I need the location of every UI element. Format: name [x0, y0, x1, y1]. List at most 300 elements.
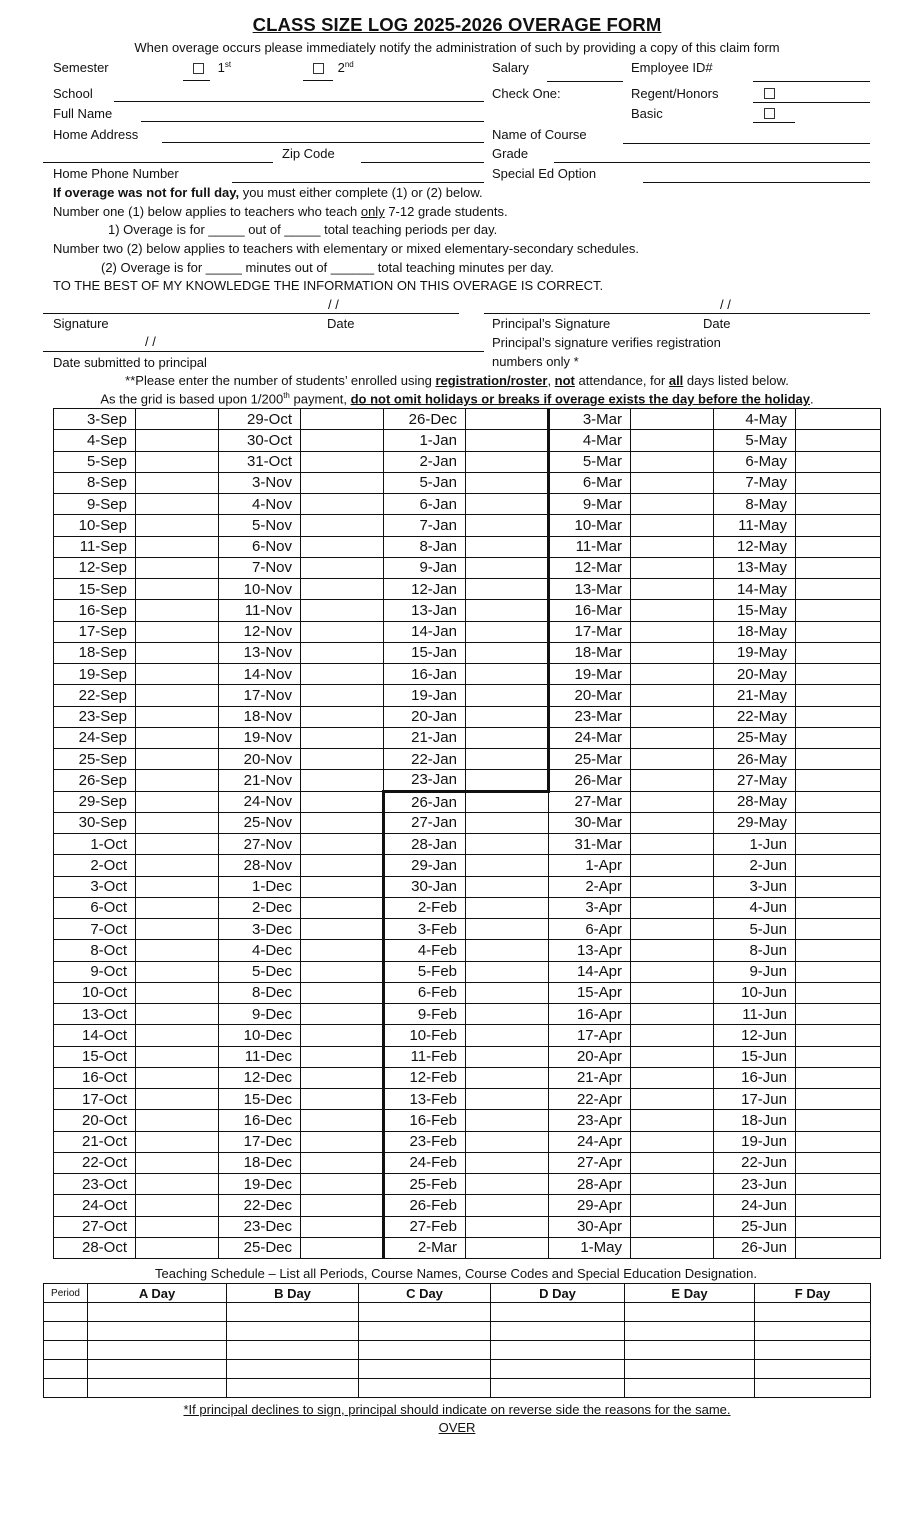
enrollment-entry-cell[interactable] [301, 409, 384, 430]
enrollment-entry-cell[interactable] [796, 557, 881, 578]
enrollment-entry-cell[interactable] [466, 855, 549, 876]
schedule-cell[interactable] [88, 1341, 227, 1360]
enrollment-entry-cell[interactable] [301, 982, 384, 1003]
enrollment-entry-cell[interactable] [796, 919, 881, 940]
enrollment-entry-cell[interactable] [466, 600, 549, 621]
enrollment-entry-cell[interactable] [466, 1174, 549, 1195]
date-cell: 23-Feb [384, 1131, 466, 1152]
period-cell[interactable] [44, 1322, 88, 1341]
semester-1st-label: 1 [217, 60, 225, 76]
enrollment-entry-cell[interactable] [796, 706, 881, 727]
enrollment-entry-cell[interactable] [136, 812, 219, 833]
enrollment-entry-cell[interactable] [796, 1131, 881, 1152]
date-cell: 22-Oct [54, 1152, 136, 1173]
schedule-cell[interactable] [359, 1360, 491, 1379]
date-submitted-field[interactable] [43, 351, 484, 352]
date-cell: 7-Nov [219, 557, 301, 578]
schedule-row [44, 1379, 871, 1398]
enrollment-entry-cell[interactable] [466, 940, 549, 961]
enrollment-entry-cell[interactable] [796, 1025, 881, 1046]
schedule-cell[interactable] [359, 1341, 491, 1360]
enrollment-entry-cell[interactable] [631, 1004, 714, 1025]
enrollment-entry-cell[interactable] [466, 812, 549, 833]
enrollment-entry-cell[interactable] [301, 472, 384, 493]
schedule-cell[interactable] [227, 1341, 359, 1360]
enrollment-entry-cell[interactable] [136, 1152, 219, 1173]
enrollment-entry-cell[interactable] [466, 1195, 549, 1216]
schedule-cell[interactable] [755, 1341, 871, 1360]
enrollment-entry-cell[interactable] [466, 897, 549, 918]
enrollment-entry-cell[interactable] [466, 1046, 549, 1067]
enrollment-entry-cell[interactable] [796, 1237, 881, 1258]
enrollment-entry-cell[interactable] [136, 621, 219, 642]
enrollment-entry-cell[interactable] [796, 1067, 881, 1088]
enrollment-entry-cell[interactable] [136, 472, 219, 493]
special-ed-field[interactable] [643, 182, 870, 183]
enrollment-entry-cell[interactable] [631, 961, 714, 982]
schedule-cell[interactable] [625, 1341, 755, 1360]
enrollment-entry-cell[interactable] [136, 897, 219, 918]
enrollment-entry-cell[interactable] [466, 494, 549, 515]
enrollment-entry-cell[interactable] [136, 961, 219, 982]
enrollment-entry-cell[interactable] [301, 1046, 384, 1067]
period-cell[interactable] [44, 1379, 88, 1398]
semester-2nd-checkbox[interactable] [313, 63, 324, 74]
schedule-cell[interactable] [88, 1303, 227, 1322]
enrollment-entry-cell[interactable] [301, 876, 384, 897]
schedule-cell[interactable] [88, 1379, 227, 1398]
schedule-cell[interactable] [359, 1322, 491, 1341]
principal-signature-field[interactable] [484, 313, 870, 314]
enrollment-entry-cell[interactable] [466, 1004, 549, 1025]
enrollment-entry-cell[interactable] [301, 1174, 384, 1195]
enrollment-entry-cell[interactable] [466, 557, 549, 578]
schedule-cell[interactable] [88, 1360, 227, 1379]
enrollment-entry-cell[interactable] [796, 727, 881, 748]
home-address-field-2[interactable] [43, 162, 273, 163]
semester-1st-line [183, 80, 210, 81]
schedule-cell[interactable] [491, 1303, 625, 1322]
enrollment-entry-cell[interactable] [466, 727, 549, 748]
enrollment-entry-cell[interactable] [631, 706, 714, 727]
date-cell: 25-Dec [219, 1237, 301, 1258]
enrollment-entry-cell[interactable] [796, 770, 881, 791]
enrollment-entry-cell[interactable] [136, 409, 219, 430]
home-address-field[interactable] [162, 142, 484, 143]
enrollment-entry-cell[interactable] [136, 600, 219, 621]
full-name-field[interactable] [141, 121, 484, 122]
date-cell: 11-Nov [219, 600, 301, 621]
enrollment-entry-cell[interactable] [631, 855, 714, 876]
enrollment-entry-cell[interactable] [631, 1237, 714, 1258]
enrollment-entry-cell[interactable] [796, 430, 881, 451]
enrollment-entry-cell[interactable] [466, 1237, 549, 1258]
enrollment-entry-cell[interactable] [631, 451, 714, 472]
enrollment-entry-cell[interactable] [136, 642, 219, 663]
date-cell: 24-Mar [549, 727, 631, 748]
enrollment-entry-cell[interactable] [136, 919, 219, 940]
enrollment-entry-cell[interactable] [796, 579, 881, 600]
enrollment-entry-cell[interactable] [631, 876, 714, 897]
date-grid-row [54, 1216, 881, 1237]
enrollment-entry-cell[interactable] [301, 897, 384, 918]
enrollment-entry-cell[interactable] [136, 579, 219, 600]
enrollment-entry-cell[interactable] [301, 706, 384, 727]
enrollment-entry-cell[interactable] [631, 1046, 714, 1067]
semester-2nd-label: 2 [337, 60, 345, 76]
enrollment-entry-cell[interactable] [466, 706, 549, 727]
enrollment-entry-cell[interactable] [631, 621, 714, 642]
enrollment-entry-cell[interactable] [466, 749, 549, 770]
enrollment-entry-cell[interactable] [136, 982, 219, 1003]
enrollment-entry-cell[interactable] [301, 749, 384, 770]
enrollment-entry-cell[interactable] [796, 1046, 881, 1067]
schedule-cell[interactable] [88, 1322, 227, 1341]
enrollment-entry-cell[interactable] [301, 600, 384, 621]
enrollment-entry-cell[interactable] [301, 621, 384, 642]
enrollment-entry-cell[interactable] [631, 940, 714, 961]
enrollment-entry-cell[interactable] [301, 536, 384, 557]
basic-checkbox[interactable] [764, 108, 775, 119]
date-cell: 12-Mar [549, 557, 631, 578]
enrollment-entry-cell[interactable] [796, 451, 881, 472]
schedule-cell[interactable] [491, 1360, 625, 1379]
enrollment-entry-cell[interactable] [796, 749, 881, 770]
enrollment-entry-cell[interactable] [466, 982, 549, 1003]
enrollment-entry-cell[interactable] [136, 727, 219, 748]
schedule-cell[interactable] [625, 1379, 755, 1398]
period-cell[interactable] [44, 1341, 88, 1360]
enrollment-entry-cell[interactable] [301, 1004, 384, 1025]
enrollment-entry-cell[interactable] [796, 812, 881, 833]
semester-2nd-option[interactable] [313, 60, 354, 75]
date-cell: 8-Dec [219, 982, 301, 1003]
enrollment-entry-cell[interactable] [796, 685, 881, 706]
enrollment-entry-cell[interactable] [796, 1004, 881, 1025]
enrollment-entry-cell[interactable] [466, 472, 549, 493]
enrollment-entry-cell[interactable] [631, 685, 714, 706]
enrollment-entry-cell[interactable] [301, 1110, 384, 1131]
enrollment-entry-cell[interactable] [136, 685, 219, 706]
enrollment-entry-cell[interactable] [796, 1216, 881, 1237]
enrollment-entry-cell[interactable] [631, 579, 714, 600]
enrollment-entry-cell[interactable] [466, 1110, 549, 1131]
enrollment-entry-cell[interactable] [466, 1089, 549, 1110]
date-cell: 23-Sep [54, 706, 136, 727]
enrollment-entry-cell[interactable] [301, 557, 384, 578]
enrollment-entry-cell[interactable] [301, 664, 384, 685]
date-grid-row [54, 1131, 881, 1152]
enrollment-entry-cell[interactable] [466, 579, 549, 600]
zip-code-field[interactable] [361, 162, 484, 163]
enrollment-entry-cell[interactable] [796, 940, 881, 961]
enrollment-entry-cell[interactable] [796, 642, 881, 663]
enrollment-entry-cell[interactable] [136, 1237, 219, 1258]
enrollment-entry-cell[interactable] [631, 834, 714, 855]
enrollment-entry-cell[interactable] [301, 855, 384, 876]
enrollment-entry-cell[interactable] [796, 600, 881, 621]
full-name-label: Full Name [53, 106, 113, 121]
enrollment-entry-cell[interactable] [631, 472, 714, 493]
enrollment-entry-cell[interactable] [466, 536, 549, 557]
signature-field[interactable] [43, 313, 459, 314]
enrollment-entry-cell[interactable] [136, 1131, 219, 1152]
enrollment-entry-cell[interactable] [136, 1089, 219, 1110]
enrollment-entry-cell[interactable] [796, 961, 881, 982]
enrollment-entry-cell[interactable] [136, 515, 219, 536]
date-grid-row [54, 897, 881, 918]
enrollment-entry-cell[interactable] [301, 1067, 384, 1088]
enrollment-entry-cell[interactable] [631, 1110, 714, 1131]
enrollment-entry-cell[interactable] [136, 749, 219, 770]
semester-1st-checkbox[interactable] [193, 63, 204, 74]
enrollment-entry-cell[interactable] [466, 621, 549, 642]
enrollment-entry-cell[interactable] [136, 1174, 219, 1195]
name-of-course-field[interactable] [623, 143, 870, 144]
school-field[interactable] [114, 101, 484, 102]
enrollment-entry-cell[interactable] [136, 1195, 219, 1216]
enrollment-entry-cell[interactable] [301, 642, 384, 663]
enrollment-entry-cell[interactable] [301, 451, 384, 472]
enrollment-note-registration: registration/roster [435, 373, 548, 388]
enrollment-entry-cell[interactable] [796, 876, 881, 897]
employee-id-field[interactable] [753, 81, 870, 82]
enrollment-entry-cell[interactable] [136, 855, 219, 876]
enrollment-entry-cell[interactable] [631, 1025, 714, 1046]
enrollment-entry-cell[interactable] [136, 1110, 219, 1131]
period-cell[interactable] [44, 1303, 88, 1322]
enrollment-entry-cell[interactable] [301, 940, 384, 961]
enrollment-entry-cell[interactable] [301, 727, 384, 748]
enrollment-entry-cell[interactable] [466, 642, 549, 663]
enrollment-entry-cell[interactable] [631, 791, 714, 812]
enrollment-entry-cell[interactable] [136, 557, 219, 578]
schedule-cell[interactable] [755, 1360, 871, 1379]
enrollment-entry-cell[interactable] [466, 451, 549, 472]
date-cell: 14-Nov [219, 664, 301, 685]
date-cell: 9-Jan [384, 557, 466, 578]
enrollment-entry-cell[interactable] [466, 430, 549, 451]
enrollment-entry-cell[interactable] [466, 770, 549, 791]
enrollment-entry-cell[interactable] [301, 1089, 384, 1110]
enrollment-entry-cell[interactable] [301, 1216, 384, 1237]
enrollment-entry-cell[interactable] [631, 919, 714, 940]
schedule-cell[interactable] [491, 1341, 625, 1360]
date-cell: 22-May [714, 706, 796, 727]
schedule-cell[interactable] [625, 1303, 755, 1322]
enrollment-entry-cell[interactable] [301, 430, 384, 451]
enrollment-entry-cell[interactable] [466, 876, 549, 897]
enrollment-entry-cell[interactable] [796, 1152, 881, 1173]
enrollment-entry-cell[interactable] [136, 1067, 219, 1088]
enrollment-entry-cell[interactable] [136, 664, 219, 685]
enrollment-entry-cell[interactable] [631, 642, 714, 663]
enrollment-entry-cell[interactable] [631, 812, 714, 833]
schedule-cell[interactable] [755, 1303, 871, 1322]
enrollment-entry-cell[interactable] [796, 409, 881, 430]
enrollment-entry-cell[interactable] [301, 791, 384, 812]
enrollment-entry-cell[interactable] [631, 430, 714, 451]
salary-field[interactable] [547, 81, 623, 82]
date-cell: 8-May [714, 494, 796, 515]
enrollment-entry-cell[interactable] [631, 727, 714, 748]
enrollment-entry-cell[interactable] [796, 834, 881, 855]
enrollment-entry-cell[interactable] [301, 961, 384, 982]
enrollment-entry-cell[interactable] [301, 919, 384, 940]
enrollment-entry-cell[interactable] [136, 1216, 219, 1237]
enrollment-entry-cell[interactable] [796, 982, 881, 1003]
enrollment-entry-cell[interactable] [301, 812, 384, 833]
enrollment-entry-cell[interactable] [796, 621, 881, 642]
enrollment-entry-cell[interactable] [796, 1195, 881, 1216]
date-cell: 8-Sep [54, 472, 136, 493]
date-cell: 13-May [714, 557, 796, 578]
enrollment-entry-cell[interactable] [301, 834, 384, 855]
enrollment-entry-cell[interactable] [631, 897, 714, 918]
enrollment-entry-cell[interactable] [796, 494, 881, 515]
schedule-cell[interactable] [227, 1379, 359, 1398]
enrollment-entry-cell[interactable] [466, 409, 549, 430]
enrollment-entry-cell[interactable] [796, 897, 881, 918]
overage-periods-line[interactable]: 1) Overage is for _____ out of _____ total teaching periods per day. [108, 222, 498, 237]
enrollment-entry-cell[interactable] [136, 876, 219, 897]
enrollment-entry-cell[interactable] [631, 409, 714, 430]
enrollment-entry-cell[interactable] [136, 494, 219, 515]
enrollment-entry-cell[interactable] [301, 1025, 384, 1046]
enrollment-entry-cell[interactable] [796, 536, 881, 557]
schedule-cell[interactable] [491, 1322, 625, 1341]
date-cell: 10-Oct [54, 982, 136, 1003]
date-cell: 3-Oct [54, 876, 136, 897]
enrollment-entry-cell[interactable] [631, 749, 714, 770]
schedule-cell[interactable] [227, 1303, 359, 1322]
enrollment-entry-cell[interactable] [796, 515, 881, 536]
enrollment-entry-cell[interactable] [136, 770, 219, 791]
schedule-cell[interactable] [625, 1360, 755, 1379]
enrollment-entry-cell[interactable] [301, 1237, 384, 1258]
enrollment-entry-cell[interactable] [136, 1025, 219, 1046]
schedule-cell[interactable] [491, 1379, 625, 1398]
date-cell: 11-Sep [54, 536, 136, 557]
enrollment-entry-cell[interactable] [631, 1216, 714, 1237]
day-header: A Day [88, 1284, 227, 1303]
enrollment-entry-cell[interactable] [136, 430, 219, 451]
enrollment-entry-cell[interactable] [796, 1174, 881, 1195]
enrollment-entry-cell[interactable] [466, 664, 549, 685]
date-cell: 12-Jan [384, 579, 466, 600]
date-cell: 2-Dec [219, 897, 301, 918]
schedule-cell[interactable] [359, 1303, 491, 1322]
enrollment-entry-cell[interactable] [631, 557, 714, 578]
enrollment-entry-cell[interactable] [631, 600, 714, 621]
schedule-cell[interactable] [625, 1322, 755, 1341]
date-cell: 19-Jun [714, 1131, 796, 1152]
date-cell: 27-Oct [54, 1216, 136, 1237]
enrollment-entry-cell[interactable] [136, 1004, 219, 1025]
date-cell: 23-Oct [54, 1174, 136, 1195]
enrollment-entry-cell[interactable] [631, 1152, 714, 1173]
enrollment-entry-cell[interactable] [796, 472, 881, 493]
enrollment-entry-cell[interactable] [301, 1131, 384, 1152]
schedule-cell[interactable] [359, 1379, 491, 1398]
enrollment-entry-cell[interactable] [631, 770, 714, 791]
regent-honors-checkbox[interactable] [764, 88, 775, 99]
enrollment-entry-cell[interactable] [796, 1110, 881, 1131]
date-cell: 20-Apr [549, 1046, 631, 1067]
date-cell: 23-Mar [549, 706, 631, 727]
enrollment-entry-cell[interactable] [466, 685, 549, 706]
enrollment-entry-cell[interactable] [631, 1067, 714, 1088]
period-cell[interactable] [44, 1360, 88, 1379]
semester-1st-option[interactable] [193, 60, 231, 75]
enrollment-entry-cell[interactable] [301, 1195, 384, 1216]
schedule-cell[interactable] [755, 1322, 871, 1341]
schedule-cell[interactable] [227, 1322, 359, 1341]
enrollment-entry-cell[interactable] [301, 579, 384, 600]
enrollment-entry-cell[interactable] [466, 1131, 549, 1152]
enrollment-entry-cell[interactable] [466, 834, 549, 855]
enrollment-entry-cell[interactable] [136, 940, 219, 961]
enrollment-entry-cell[interactable] [466, 1025, 549, 1046]
enrollment-entry-cell[interactable] [466, 1152, 549, 1173]
enrollment-entry-cell[interactable] [796, 855, 881, 876]
enrollment-entry-cell[interactable] [136, 706, 219, 727]
enrollment-entry-cell[interactable] [631, 664, 714, 685]
schedule-cell[interactable] [755, 1379, 871, 1398]
enrollment-entry-cell[interactable] [466, 515, 549, 536]
enrollment-entry-cell[interactable] [301, 494, 384, 515]
date-cell: 18-Mar [549, 642, 631, 663]
enrollment-entry-cell[interactable] [631, 982, 714, 1003]
enrollment-entry-cell[interactable] [631, 536, 714, 557]
date-cell: 26-Feb [384, 1195, 466, 1216]
enrollment-entry-cell[interactable] [796, 1089, 881, 1110]
overage-minutes-line[interactable]: (2) Overage is for _____ minutes out of ______ total teaching minutes per day. [101, 260, 554, 275]
schedule-cell[interactable] [227, 1360, 359, 1379]
enrollment-entry-cell[interactable] [136, 536, 219, 557]
enrollment-entry-cell[interactable] [466, 1067, 549, 1088]
enrollment-entry-cell[interactable] [631, 515, 714, 536]
enrollment-entry-cell[interactable] [136, 451, 219, 472]
date-grid-row [54, 1089, 881, 1110]
enrollment-entry-cell[interactable] [301, 515, 384, 536]
enrollment-entry-cell[interactable] [631, 494, 714, 515]
enrollment-entry-cell[interactable] [466, 791, 549, 812]
date-grid-row [54, 749, 881, 770]
enrollment-entry-cell[interactable] [631, 1195, 714, 1216]
enrollment-entry-cell[interactable] [136, 834, 219, 855]
enrollment-entry-cell[interactable] [796, 791, 881, 812]
enrollment-entry-cell[interactable] [136, 791, 219, 812]
enrollment-entry-cell[interactable] [631, 1089, 714, 1110]
enrollment-entry-cell[interactable] [631, 1174, 714, 1195]
enrollment-entry-cell[interactable] [631, 1131, 714, 1152]
enrollment-entry-cell[interactable] [301, 685, 384, 706]
enrollment-entry-cell[interactable] [466, 961, 549, 982]
enrollment-entry-cell[interactable] [466, 1216, 549, 1237]
date-cell: 19-Sep [54, 664, 136, 685]
enrollment-entry-cell[interactable] [301, 770, 384, 791]
enrollment-entry-cell[interactable] [136, 1046, 219, 1067]
enrollment-entry-cell[interactable] [466, 919, 549, 940]
enrollment-entry-cell[interactable] [301, 1152, 384, 1173]
date-grid-row [54, 855, 881, 876]
date-cell: 19-Jan [384, 685, 466, 706]
grade-field[interactable] [554, 162, 870, 163]
home-phone-field[interactable] [232, 182, 484, 183]
date-cell: 6-Oct [54, 897, 136, 918]
enrollment-entry-cell[interactable] [796, 664, 881, 685]
